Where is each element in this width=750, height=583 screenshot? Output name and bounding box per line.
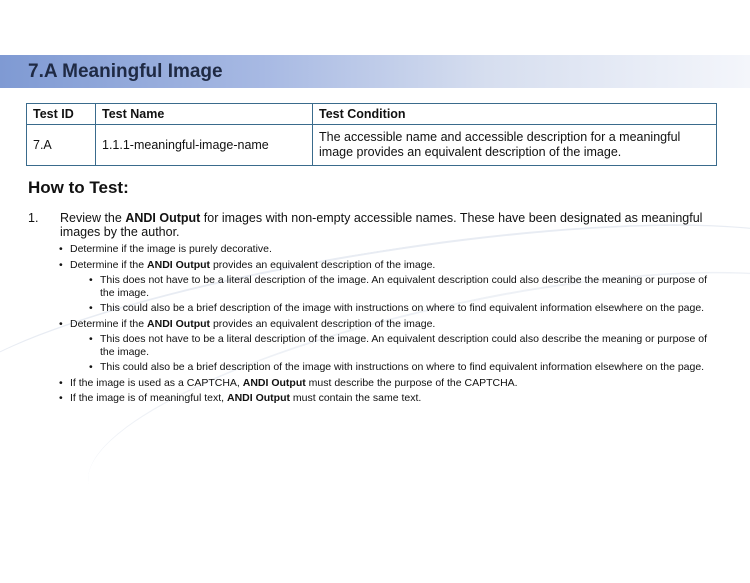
table-row bbox=[27, 125, 717, 166]
sub-list-item: • This does not have to be a literal description of the image. An equivalent description could also describe the meaning or purpose of the image. bbox=[70, 274, 718, 299]
bullet-list bbox=[28, 243, 718, 405]
slide-title: 7.A Meaningful Image bbox=[28, 61, 223, 82]
instructions bbox=[28, 211, 718, 408]
cell-test-name: 1.1.1-meaningful-image-name bbox=[96, 125, 313, 166]
header-test-condition: Test Condition bbox=[313, 104, 717, 125]
header-test-name: Test Name bbox=[96, 104, 313, 125]
header-test-id: Test ID bbox=[27, 104, 96, 125]
list-item: • If the image is of meaningful text, ANDI Output must contain the same text. bbox=[28, 392, 718, 405]
table-header-row bbox=[27, 104, 717, 125]
how-to-test-heading: How to Test: bbox=[28, 178, 129, 197]
sub-list-item: • This could also be a brief description of the image with instructions on where to find equivalent information elsewhere on the page. bbox=[70, 302, 718, 315]
step-text: Review the ANDI Output for images with non-empty accessible names. These have been designated as meaningful images by the author. bbox=[60, 211, 703, 239]
step-1 bbox=[28, 211, 718, 239]
cell-test-condition: The accessible name and accessible description for a meaningful image provides an equivalent description of the image. bbox=[313, 125, 717, 166]
sub-list-item: • This does not have to be a literal description of the image. An equivalent description could also describe the meaning or purpose of the image. bbox=[70, 333, 718, 358]
list-item: • If the image is used as a CAPTCHA, ANDI Output must describe the purpose of the CAPTCHA. bbox=[28, 377, 718, 390]
list-item: • Determine if the image is purely decorative. bbox=[28, 243, 718, 256]
sub-bullet-list bbox=[70, 274, 718, 315]
list-item: • Determine if the ANDI Output provides an equivalent description of the image. • This does not have to be a literal description of the image. An equivalent description could also describe the meaning or purpose of the image. • This could also be a brief description of the image with instructions on where to find equivalent information elsewhere on the page. bbox=[28, 318, 718, 374]
cell-test-id: 7.A bbox=[27, 125, 96, 166]
step-number: 1. bbox=[28, 211, 39, 225]
test-table bbox=[26, 103, 717, 166]
sub-list-item: • This could also be a brief description of the image with instructions on where to find equivalent information elsewhere on the page. bbox=[70, 361, 718, 374]
sub-bullet-list bbox=[70, 333, 718, 374]
list-item: • Determine if the ANDI Output provides an equivalent description of the image. • This does not have to be a literal description of the image. An equivalent description could also describe the meaning or purpose of the image. • This could also be a brief description of the image with instructions on where to find equivalent information elsewhere on the page. bbox=[28, 259, 718, 315]
